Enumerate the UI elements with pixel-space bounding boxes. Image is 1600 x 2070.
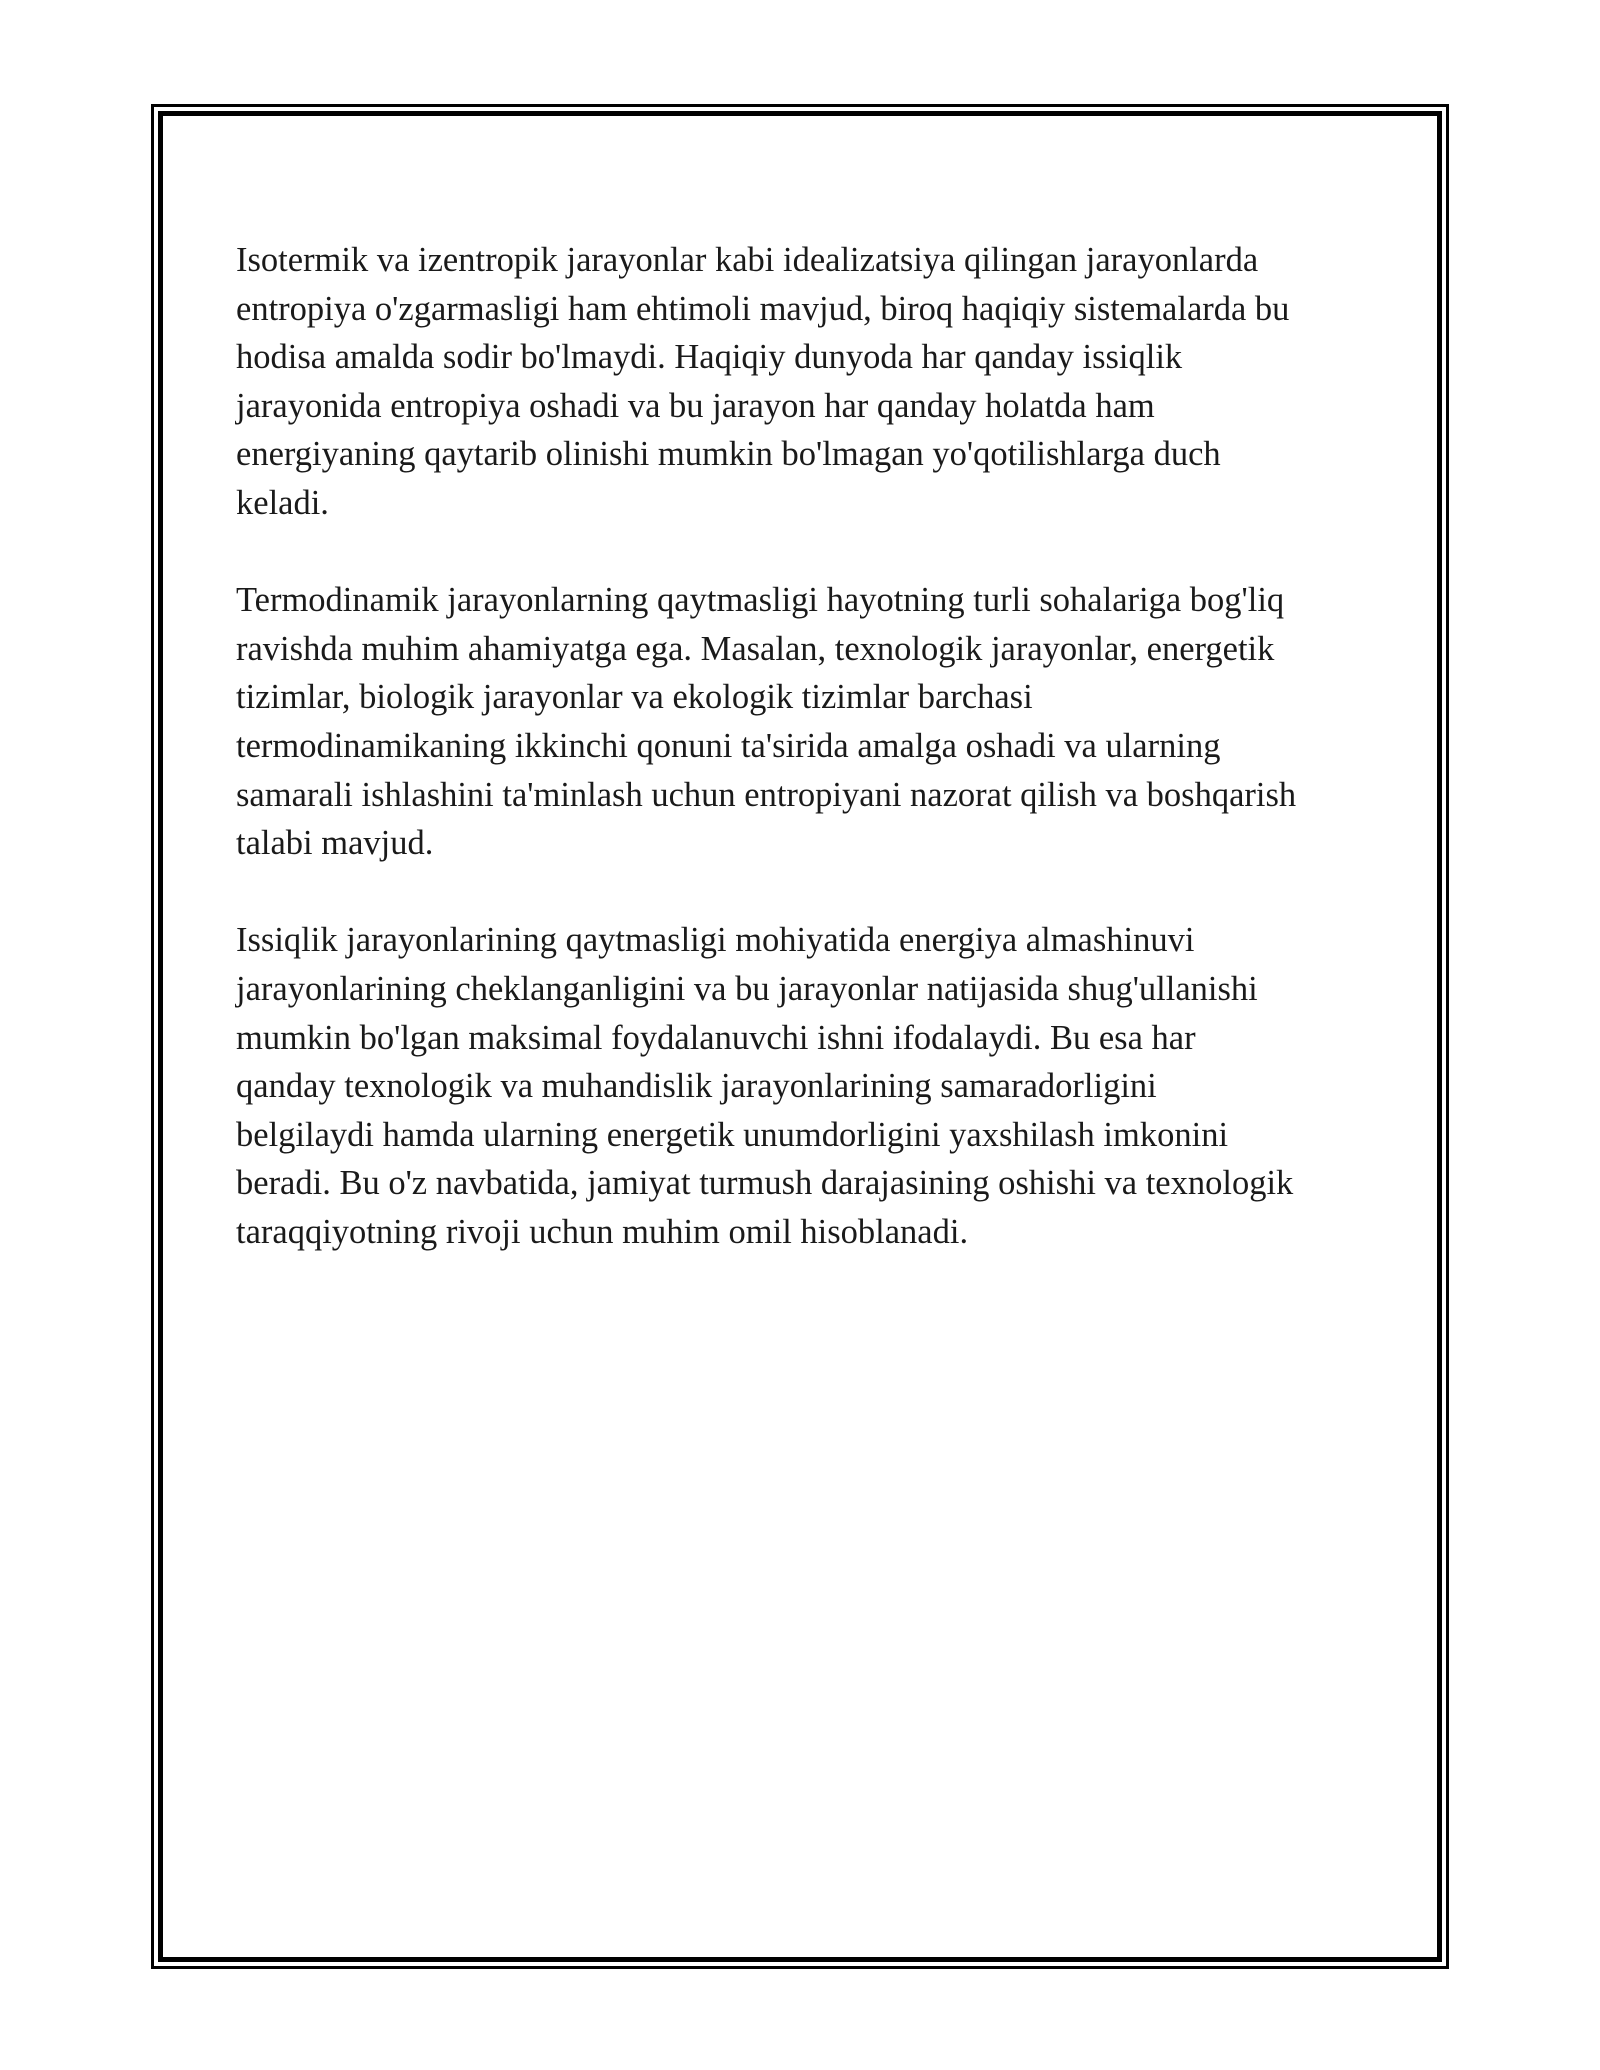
paragraph-1 (236, 236, 1376, 528)
document-body (236, 236, 1376, 1305)
paragraph-2 (236, 576, 1376, 868)
text-line: beradi. Bu o'z navbatida, jamiyat turmush darajasining oshishi va texnologik (236, 1164, 1294, 1203)
text-line: Issiqlik jarayonlarining qaytmasligi mohiyatida energiya almashinuvi (236, 921, 1195, 960)
text-line: energiyaning qaytarib olinishi mumkin bo'lmagan yo'qotilishlarga duch (236, 435, 1221, 474)
text-line: taraqqiyotning rivoji uchun muhim omil hisoblanadi. (236, 1212, 969, 1251)
text-line: jarayonlarining cheklanganligini va bu jarayonlar natijasida shug'ullanishi (236, 969, 1258, 1008)
text-line: termodinamikaning ikkinchi qonuni ta'sirida amalga oshadi va ularning (236, 726, 1221, 765)
text-line: Isotermik va izentropik jarayonlar kabi idealizatsiya qilingan jarayonlarda (236, 241, 1259, 279)
paragraph-3 (236, 916, 1376, 1256)
text-line: qanday texnologik va muhandislik jarayonlarining samaradorligini (236, 1067, 1157, 1106)
text-line: samarali ishlashini ta'minlash uchun entropiyani nazorat qilish va boshqarish (236, 775, 1297, 814)
text-line: mumkin bo'lgan maksimal foydalanuvchi ishni ifodalaydi. Bu esa har (236, 1018, 1196, 1057)
text-line: entropiya o'zgarmasligi ham ehtimoli mavjud, biroq haqiqiy sistemalarda bu (236, 289, 1290, 328)
text-line: tizimlar, biologik jarayonlar va ekologik tizimlar barchasi (236, 678, 1033, 717)
text-line: talabi mavjud. (236, 824, 434, 863)
text-line: Termodinamik jarayonlarning qaytmasligi hayotning turli sohalariga bog'liq (236, 581, 1285, 620)
text-line: keladi. (236, 483, 329, 522)
text-line: ravishda muhim ahamiyatga ega. Masalan, texnologik jarayonlar, energetik (236, 629, 1275, 668)
text-line: hodisa amalda sodir bo'lmaydi. Haqiqiy dunyoda har qanday issiqlik (236, 338, 1183, 377)
text-line: belgilaydi hamda ularning energetik unumdorligini yaxshilash imkonini (236, 1115, 1229, 1154)
text-line: jarayonida entropiya oshadi va bu jarayon har qanday holatda ham (236, 386, 1155, 425)
